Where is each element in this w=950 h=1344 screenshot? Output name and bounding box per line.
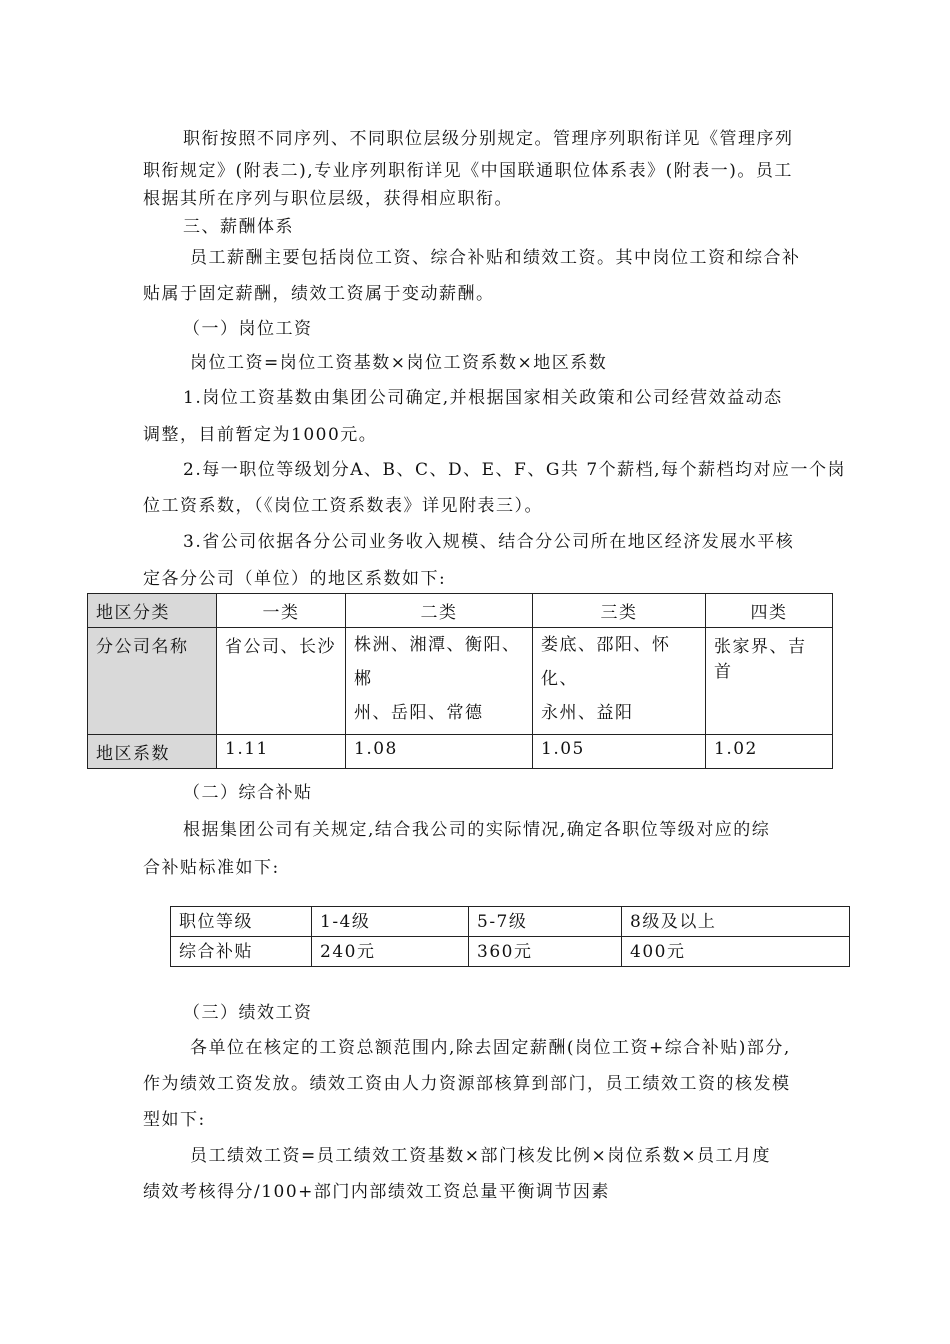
cell-line: 株洲、湘潭、衡阳、郴: [354, 635, 521, 689]
table-cell: 1.08: [346, 735, 533, 769]
subsection-heading: （二）综合补贴: [183, 783, 313, 803]
text-line: 定各分公司（单位）的地区系数如下:: [143, 569, 447, 589]
table-cell: [533, 628, 706, 735]
region-coefficient-table: [87, 593, 833, 769]
table-row: [88, 628, 833, 735]
text-line: 职衔规定》(附表二),专业序列职衔详见《中国联通职位体系表》(附表一)。员工: [143, 161, 793, 181]
table-header-cell: 四类: [706, 594, 833, 628]
text-line: 绩效考核得分/100+部门内部绩效工资总量平衡调节因素: [143, 1182, 610, 1202]
table-cell: 8级及以上: [622, 907, 850, 937]
formula: 员工绩效工资=员工绩效工资基数×部门核发比例×岗位系数×员工月度: [190, 1146, 771, 1166]
text-line: 根据集团公司有关规定,结合我公司的实际情况,确定各职位等级对应的综: [183, 820, 771, 840]
subsidy-table: [170, 906, 850, 967]
cell-line: 娄底、邵阳、怀化、: [541, 635, 671, 689]
list-item: 3.省公司依据各分公司业务收入规模、结合分公司所在地区经济发展水平核: [183, 532, 795, 552]
table-cell: 张家界、吉首: [706, 628, 833, 735]
text-line: 调整，目前暂定为1000元。: [143, 425, 378, 445]
table-row: [171, 937, 850, 967]
text-line: 合补贴标准如下:: [143, 858, 280, 878]
table-header-cell: 地区分类: [88, 594, 217, 628]
text-line: 员工薪酬主要包括岗位工资、综合补贴和绩效工资。其中岗位工资和综合补: [190, 248, 801, 268]
table-header-cell: 三类: [533, 594, 706, 628]
text-line: 各单位在核定的工资总额范围内,除去固定薪酬(岗位工资+综合补贴)部分,: [190, 1038, 791, 1058]
table-row-label: 综合补贴: [171, 937, 312, 967]
text-line: 作为绩效工资发放。绩效工资由人力资源部核算到部门，员工绩效工资的核发模: [143, 1074, 791, 1094]
subsection-heading: （一）岗位工资: [183, 319, 313, 339]
table-row-label: 职位等级: [171, 907, 312, 937]
table-row: [88, 594, 833, 628]
list-item: 1.岗位工资基数由集团公司确定,并根据国家相关政策和公司经营效益动态: [183, 388, 783, 408]
table-cell: 省公司、长沙: [217, 628, 346, 735]
section-heading: 三、薪酬体系: [183, 217, 294, 237]
cell-line: 州、岳阳、常德: [354, 703, 484, 723]
text-line: 位工资系数，（《岗位工资系数表》详见附表三）。: [143, 496, 543, 516]
subsection-heading: （三）绩效工资: [183, 1003, 313, 1023]
formula: 岗位工资=岗位工资基数×岗位工资系数×地区系数: [190, 353, 608, 373]
table-cell: [346, 628, 533, 735]
table-cell: 5-7级: [469, 907, 622, 937]
table-cell: 1.11: [217, 735, 346, 769]
text-line: 职衔按照不同序列、不同职位层级分别规定。管理序列职衔详见《管理序列: [183, 129, 794, 149]
text-line: 型如下:: [143, 1110, 206, 1130]
table-row: [171, 907, 850, 937]
table-cell: 400元: [622, 937, 850, 967]
table-row-label: 地区系数: [88, 735, 217, 769]
table-row-label: 分公司名称: [88, 628, 217, 735]
table-header-cell: 一类: [217, 594, 346, 628]
list-item: 2.每一职位等级划分A、B、C、D、E、F、G共 7个薪档,每个薪档均对应一个岗: [183, 460, 847, 480]
table-cell: 360元: [469, 937, 622, 967]
table-cell: 240元: [312, 937, 469, 967]
table-cell: 1.02: [706, 735, 833, 769]
table-row: [88, 735, 833, 769]
cell-line: 永州、益阳: [541, 703, 634, 723]
table-cell: 1.05: [533, 735, 706, 769]
table-cell: 1-4级: [312, 907, 469, 937]
text-line: 贴属于固定薪酬，绩效工资属于变动薪酬。: [143, 284, 495, 304]
text-line: 根据其所在序列与职位层级，获得相应职衔。: [143, 189, 513, 209]
table-header-cell: 二类: [346, 594, 533, 628]
